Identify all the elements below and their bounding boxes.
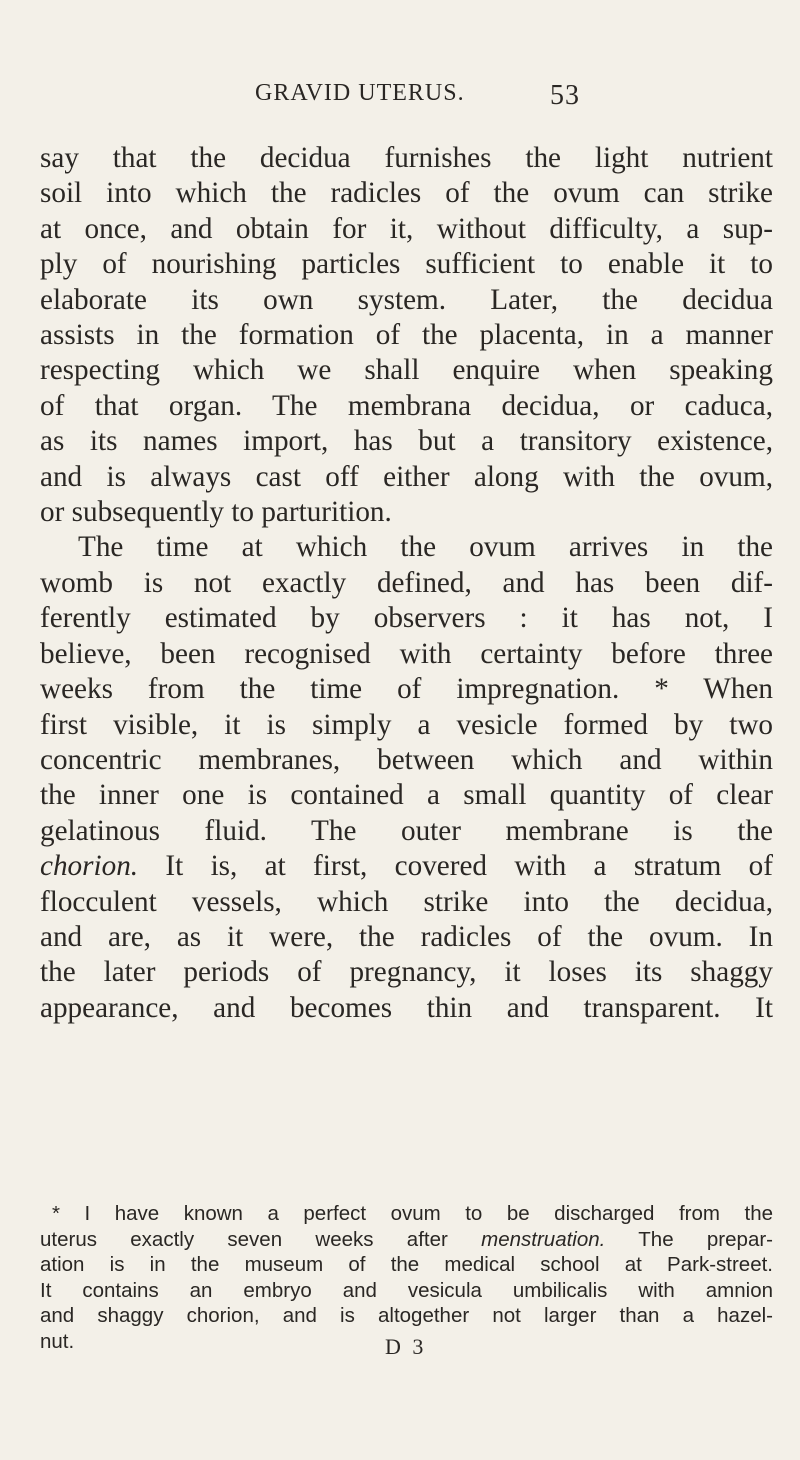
footnote-line: It contains an embryo and vesicula umbilicalis with amnion [40, 1278, 773, 1302]
footnote-line: and shaggy chorion, and is altogether not larger than a hazel- [40, 1304, 773, 1328]
text-line: respecting which we shall enquire when speaking [40, 354, 773, 387]
footnote-line: nut. [40, 1329, 75, 1353]
footnote-line: * I have known a perfect ovum to be discharged from the [52, 1202, 773, 1225]
text-line: gelatinous fluid. The outer membrane is the [40, 814, 773, 847]
text-line: the later periods of pregnancy, it loses its shaggy [40, 956, 773, 989]
text-line: flocculent vessels, which strike into the decidua, [40, 885, 773, 918]
text-line: soil into which the radicles of the ovum can strike [40, 177, 773, 210]
running-title: GRAVID UTERUS. [255, 80, 465, 106]
signature-mark: D 3 [385, 1334, 427, 1359]
running-header [255, 80, 585, 111]
text-fragment: It is, at first, covered with a stratum of [138, 850, 773, 883]
text-line: ply of nourishing particles sufficient to enable it to [40, 248, 773, 281]
footnote-line: ation is in the museum of the medical school at Park-street. [40, 1253, 773, 1277]
text-line: first visible, it is simply a vesicle formed by two [40, 708, 773, 741]
chorion-term: chorion. [40, 850, 139, 883]
footnote-line-mixed [40, 1227, 773, 1253]
body-text [40, 141, 773, 1026]
text-line-mixed [40, 849, 773, 884]
text-line: appearance, and becomes thin and transparent. It [40, 991, 773, 1024]
text-fragment: The prepar- [605, 1227, 773, 1251]
text-fragment: uterus exactly seven weeks after [40, 1227, 482, 1251]
text-line: and is always cast off either along with the ovum, [40, 460, 773, 493]
text-line: The time at which the ovum arrives in the [78, 531, 773, 564]
text-line: say that the decidua furnishes the light nutrient [40, 142, 773, 174]
text-line: elaborate its own system. Later, the decidua [40, 283, 773, 316]
text-line: of that organ. The membrana decidua, or caduca, [40, 389, 773, 422]
text-line: ferently estimated by observers : it has not, I [40, 602, 773, 635]
text-line: womb is not exactly defined, and has been dif- [40, 566, 773, 599]
text-line: or subsequently to parturition. [40, 496, 392, 529]
text-line: concentric membranes, between which and within [40, 743, 773, 776]
text-line: believe, been recognised with certainty before three [40, 637, 773, 670]
paragraph-1 [40, 141, 773, 530]
page-number: 53 [550, 80, 580, 111]
text-line: at once, and obtain for it, without difficulty, a sup- [40, 212, 773, 245]
text-line: the inner one is contained a small quantity of clear [40, 779, 773, 812]
text-line: and are, as it were, the radicles of the ovum. In [40, 920, 773, 953]
menstruation-term: menstruation. [481, 1227, 606, 1251]
text-line: assists in the formation of the placenta, in a manner [40, 319, 773, 352]
footnote [40, 1201, 773, 1355]
paragraph-2 [40, 530, 773, 1026]
text-line: as its names import, has but a transitory existence, [40, 425, 773, 458]
text-line: weeks from the time of impregnation. * When [40, 673, 773, 706]
